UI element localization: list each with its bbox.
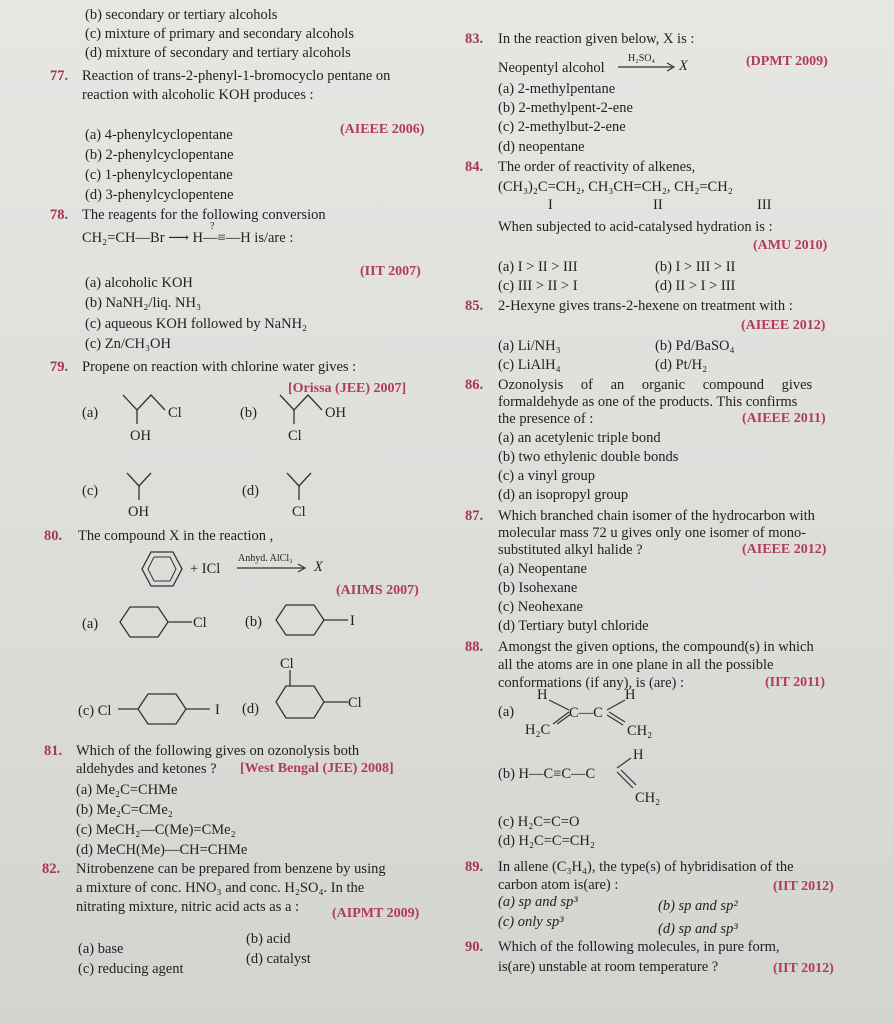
q88-option: (d) H₂C=C=CH₂ xyxy=(498,833,595,849)
q81-option: (c) MeCH₂—C(Me)=CMe₂ xyxy=(76,822,236,838)
q83-reactant: Neopentyl alcohol xyxy=(498,60,605,76)
q81-option: (b) Me₂C=CMe₂ xyxy=(76,802,173,818)
q88-structure-b-bonds xyxy=(615,754,645,794)
q84-source: (AMU 2010) xyxy=(753,238,828,253)
q80-reagent: + ICl xyxy=(190,561,221,577)
q88-text: all the atoms are in one plane in all the possible xyxy=(498,657,774,673)
q76-option-c: (c) mixture of primary and secondary alcohols xyxy=(85,26,354,42)
q85-option: (d) Pt/H₂ xyxy=(655,357,708,373)
q77-number: 77. xyxy=(50,68,69,84)
q88-a-cc: C—C xyxy=(569,705,603,721)
q84-alkenes: (CH₃)₂C=CH₂, CH₃CH=CH₂, CH₂=CH₂ xyxy=(498,179,733,195)
q76-option-b: (b) secondary or tertiary alcohols xyxy=(85,7,278,23)
q90-text: is(are) unstable at room temperature ? xyxy=(498,959,719,975)
q78-option: (a) alcoholic KOH xyxy=(85,275,193,291)
q82-text: nitrating mixture, nitric acid acts as a : xyxy=(76,899,300,915)
q81-source: [West Bengal (JEE) 2008] xyxy=(240,761,394,776)
q79-b-oh: OH xyxy=(325,405,346,421)
q82-number: 82. xyxy=(42,861,61,877)
q76-option-d: (d) mixture of secondary and tertiary alcohols xyxy=(85,45,351,61)
q79-b-cl: Cl xyxy=(288,428,302,444)
q86-text: the presence of : xyxy=(498,411,594,427)
q88-a-h2c: H₂C xyxy=(525,722,551,738)
q80-arrow-label: Anhyd. AlCl₃ xyxy=(238,553,293,564)
q88-text: conformations (if any), is (are) : xyxy=(498,675,685,691)
q88-a-ch2: CH₂ xyxy=(627,723,653,739)
q89-text: carbon atom is(are) : xyxy=(498,877,619,893)
q78-source: (IIT 2007) xyxy=(360,264,421,279)
q88-a-h-right: H xyxy=(625,687,636,703)
q80-b-i: I xyxy=(350,613,355,629)
q80-product: X xyxy=(314,559,323,575)
q82-option: (b) acid xyxy=(246,931,291,947)
q80-structure-b xyxy=(268,601,378,641)
q84-text: The order of reactivity of alkenes, xyxy=(498,159,696,175)
q88-structure-a-bonds xyxy=(543,690,643,730)
q87-option: (b) Isohexane xyxy=(498,580,578,596)
q80-option-a-label: (a) xyxy=(82,616,99,632)
q78-option: (b) NaNH₂/liq. NH₃ xyxy=(85,295,202,311)
q79-option-b-label: (b) xyxy=(240,405,257,421)
q83-option: (c) 2-methylbut-2-ene xyxy=(498,119,626,135)
q86-text: formaldehyde as one of the products. This confirms xyxy=(498,394,798,410)
q80-d-cl-right: Cl xyxy=(348,695,362,711)
q87-option: (c) Neohexane xyxy=(498,599,583,615)
q88-b-h: H xyxy=(633,747,644,763)
q83-option: (a) 2-methylpentane xyxy=(498,81,616,97)
q80-option-b-label: (b) xyxy=(245,614,262,630)
q84-option: (d) II > I > III xyxy=(655,278,736,294)
q85-source: (AIEEE 2012) xyxy=(741,318,826,333)
q86-option: (a) an acetylenic triple bond xyxy=(498,430,661,446)
q89-option: (b) sp and sp² xyxy=(658,898,738,914)
q79-structure-a xyxy=(115,390,205,450)
q77-text: Reaction of trans-2-phenyl-1-bromocyclo pentane on xyxy=(82,68,391,84)
q86-option: (d) an isopropyl group xyxy=(498,487,629,503)
q80-option-c-label: (c) Cl xyxy=(78,703,112,719)
q77-option: (a) 4-phenylcyclopentane xyxy=(85,127,233,143)
q85-option: (a) Li/NH₃ xyxy=(498,338,561,354)
q79-a-cl: Cl xyxy=(168,405,182,421)
q88-text: Amongst the given options, the compound(s) in which xyxy=(498,639,814,655)
q80-a-cl: Cl xyxy=(193,615,207,631)
q81-number: 81. xyxy=(44,743,63,759)
q82-text: a mixture of conc. HNO₃ and conc. H₂SO₄. In the xyxy=(76,880,365,896)
q86-number: 86. xyxy=(465,377,484,393)
q84-roman-2: II xyxy=(653,197,663,213)
q84-option: (b) I > III > II xyxy=(655,259,736,275)
q84-option: (a) I > II > III xyxy=(498,259,578,275)
q82-text: Nitrobenzene can be prepared from benzene by using xyxy=(76,861,386,877)
q79-d-cl: Cl xyxy=(292,504,306,520)
q77-option: (b) 2-phenylcyclopentane xyxy=(85,147,234,163)
q83-source: (DPMT 2009) xyxy=(746,54,828,69)
q81-text: Which of the following gives on ozonolysis both xyxy=(76,743,360,759)
q86-option: (b) two ethylenic double bonds xyxy=(498,449,679,465)
q79-option-c-label: (c) xyxy=(82,483,99,499)
q88-number: 88. xyxy=(465,639,484,655)
q80-benzene xyxy=(140,550,184,590)
q82-source: (AIPMT 2009) xyxy=(332,906,420,921)
q88-option: (c) H₂C=C=O xyxy=(498,814,580,830)
q80-number: 80. xyxy=(44,528,63,544)
q83-option: (b) 2-methylpent-2-ene xyxy=(498,100,633,116)
q85-option: (c) LiAlH₄ xyxy=(498,357,561,373)
q80-c-i: I xyxy=(215,702,220,718)
q86-option: (c) a vinyl group xyxy=(498,468,596,484)
q84-number: 84. xyxy=(465,159,484,175)
q79-structure-b xyxy=(272,390,362,450)
q80-text: The compound X in the reaction , xyxy=(78,528,274,544)
q79-a-oh: OH xyxy=(130,428,151,444)
q82-option: (c) reducing agent xyxy=(78,961,184,977)
q85-text: 2-Hexyne gives trans-2-hexene on treatment with : xyxy=(498,298,793,314)
q79-structure-d xyxy=(282,468,332,508)
q88-a-h-left: H xyxy=(537,687,548,703)
q88-option-b: (b) H—C≡C—C xyxy=(498,766,596,782)
q84-text: When subjected to acid-catalysed hydration is : xyxy=(498,219,773,235)
q84-option: (c) III > II > I xyxy=(498,278,578,294)
q78-option: (c) aqueous KOH followed by NaNH₂ xyxy=(85,316,308,332)
q90-number: 90. xyxy=(465,939,484,955)
q81-text: aldehydes and ketones ? xyxy=(76,761,217,777)
q89-text: In allene (C₃H₄), the type(s) of hybridisation of the xyxy=(498,859,794,875)
q83-arrow-label: H₂SO₄ xyxy=(628,53,655,64)
q87-text: molecular mass 72 u gives only one isomer of mono- xyxy=(498,525,807,541)
q80-source: (AIIMS 2007) xyxy=(336,583,419,598)
q85-number: 85. xyxy=(465,298,484,314)
q79-c-oh: OH xyxy=(128,504,149,520)
q84-roman-3: III xyxy=(757,197,772,213)
q82-option: (a) base xyxy=(78,941,124,957)
q88-option-a-label: (a) xyxy=(498,704,515,720)
q87-option: (d) Tertiary butyl chloride xyxy=(498,618,649,634)
q80-d-cl-top: Cl xyxy=(280,656,294,672)
q86-text: Ozonolysis of an organic compound gives xyxy=(498,377,813,393)
q80-arrow xyxy=(236,562,308,574)
q83-product: X xyxy=(679,58,688,74)
q88-source: (IIT 2011) xyxy=(765,675,826,690)
q89-option: (a) sp and sp³ xyxy=(498,894,578,910)
q79-option-a-label: (a) xyxy=(82,405,99,421)
q89-number: 89. xyxy=(465,859,484,875)
q90-source: (IIT 2012) xyxy=(773,961,834,976)
q84-roman-1: I xyxy=(548,197,553,213)
q80-structure-c xyxy=(118,690,238,730)
q86-source: (AIEEE 2011) xyxy=(742,411,826,426)
q80-option-d-label: (d) xyxy=(242,701,259,717)
q77-text: reaction with alcoholic KOH produces : xyxy=(82,87,314,103)
q77-option: (d) 3-phenylcyclopentene xyxy=(85,187,234,203)
q78-text: The reagents for the following conversion xyxy=(82,207,326,223)
q83-number: 83. xyxy=(465,31,484,47)
q78-number: 78. xyxy=(50,207,69,223)
q77-option: (c) 1-phenylcyclopentane xyxy=(85,167,233,183)
q90-text: Which of the following molecules, in pure form, xyxy=(498,939,780,955)
q87-option: (a) Neopentane xyxy=(498,561,587,577)
q79-text: Propene on reaction with chlorine water gives : xyxy=(82,359,357,375)
q77-source: (AIEEE 2006) xyxy=(340,122,425,137)
q87-number: 87. xyxy=(465,508,484,524)
q79-source: [Orissa (JEE) 2007] xyxy=(288,381,407,396)
q83-option: (d) neopentane xyxy=(498,139,585,155)
q88-b-ch2: CH₂ xyxy=(635,790,661,806)
q79-option-d-label: (d) xyxy=(242,483,259,499)
q87-text: substituted alkyl halide ? xyxy=(498,542,643,558)
q81-option: (a) Me₂C=CHMe xyxy=(76,782,178,798)
q83-arrow xyxy=(617,61,677,73)
q87-text: Which branched chain isomer of the hydrocarbon with xyxy=(498,508,815,524)
q78-arrow-label: ? xyxy=(210,221,215,232)
q79-number: 79. xyxy=(50,359,69,375)
q87-source: (AIEEE 2012) xyxy=(742,542,827,557)
q82-option: (d) catalyst xyxy=(246,951,311,967)
q83-text: In the reaction given below, X is : xyxy=(498,31,695,47)
q85-option: (b) Pd/BaSO₄ xyxy=(655,338,735,354)
q89-option: (d) sp and sp³ xyxy=(658,921,738,937)
q89-option: (c) only sp³ xyxy=(498,914,564,930)
q79-structure-c xyxy=(122,468,172,508)
q78-conversion: CH₂=CH—Br ⟶ H—≡—H is/are : xyxy=(82,230,294,246)
q89-source: (IIT 2012) xyxy=(773,879,834,894)
q78-option: (c) Zn/CH₃OH xyxy=(85,336,171,352)
q81-option: (d) MeCH(Me)—CH=CHMe xyxy=(76,842,248,858)
